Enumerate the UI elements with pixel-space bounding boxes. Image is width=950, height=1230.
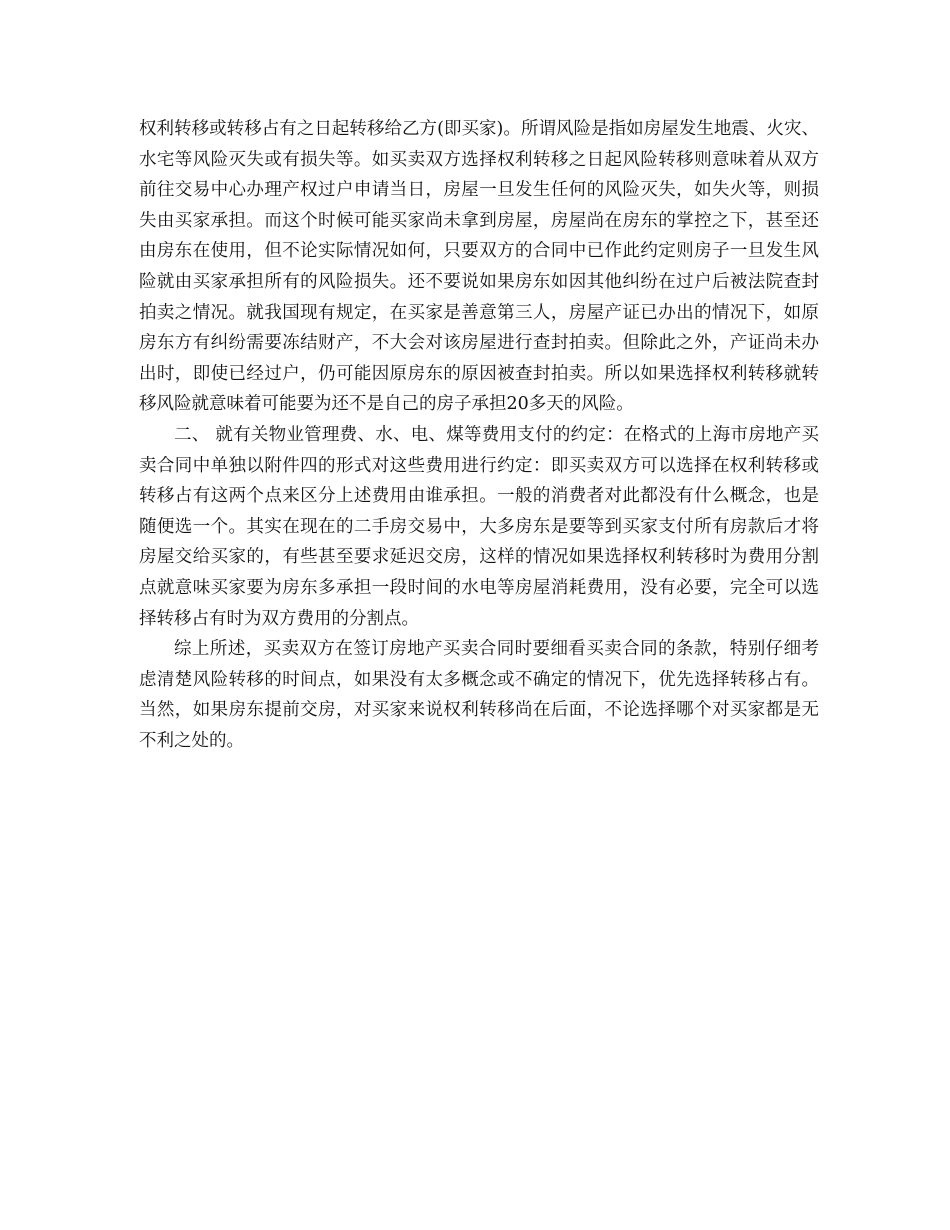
document-body [139, 114, 819, 756]
paragraph-fee-agreement: 二、 就有关物业管理费、水、电、煤等费用支付的约定：在格式的上海市房地产买卖合同中单独以附件四的形式对这些费用进行约定：即买卖双方可以选择在权利转移或转移占有这两个点来区分上述费用由谁承担。一般的消费者对此都没有什么概念，也是随便选一个。其实在现在的二手房交易中，大多房东是要等到买家支付所有房款后才将房屋交给买家的，有些甚至要求延迟交房，这样的情况如果选择权利转移时为费用分割点就意味买家要为房东多承担一段时间的水电等房屋消耗费用，没有必要，完全可以选择转移占有时为双方费用的分割点。 [139, 424, 819, 629]
paragraph-conclusion: 综上所述，买卖双方在签订房地产买卖合同时要细看买卖合同的条款，特别仔细考虑清楚风险转移的时间点，如果没有太多概念或不确定的情况下，优先选择转移占有。当然，如果房东提前交房，对买家来说权利转移尚在后面，不论选择哪个对买家都是无不利之处的。 [139, 639, 819, 751]
paragraph-risk-transfer: 权利转移或转移占有之日起转移给乙方(即买家)。所谓风险是指如房屋发生地震、火灾、水宅等风险灭失或有损失等。如买卖双方选择权利转移之日起风险转移则意味着从双方前往交易中心办理产权过户申请当日，房屋一旦发生任何的风险灭失，如失火等，则损失由买家承担。而这个时候可能买家尚未拿到房屋，房屋尚在房东的掌控之下，甚至还由房东在使用，但不论实际情况如何，只要双方的合同中已作此约定则房子一旦发生风险就由买家承担所有的风险损失。还不要说如果房东如因其他纠纷在过户后被法院查封拍卖之情况。就我国现有规定，在买家是善意第三人，房屋产证已办出的情况下，如原房东方有纠纷需要冻结财产，不大会对该房屋进行查封拍卖。但除此之外，产证尚未办出时，即使已经过户，仍可能因原房东的原因被查封拍卖。所以如果选择权利转移就转移风险就意味着可能要为还不是自己的房子承担20多天的风险。 [139, 119, 819, 415]
